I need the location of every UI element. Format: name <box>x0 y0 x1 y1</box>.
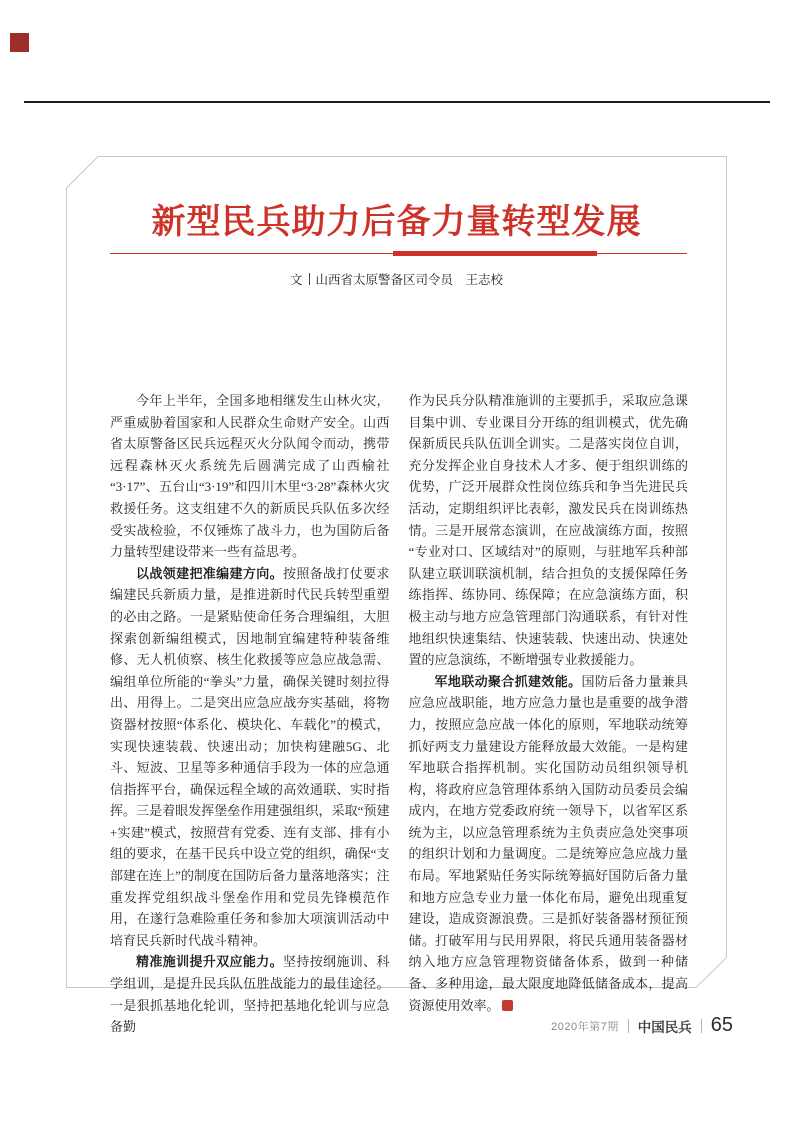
paragraph-text: 今年上半年，全国多地相继发生山林火灾，严重威胁着国家和人民群众生命财产安全。山西省太原警备区民兵远程灭火分队闻令而动，携带远程森林灭火系统先后圆满完成了山西榆社“3·17”、五台山“3·19”和四川木里“3·28”森林火灾救援任务。这支组建不久的新质民兵队伍多次经受实战检验，不仅锤炼了战斗力，也为国防后备力量转型建设带来一些有益思考。 <box>110 393 390 560</box>
paragraph <box>110 563 390 952</box>
footer-divider <box>701 1019 702 1033</box>
paragraph-text: 作为民兵分队精准施训的主要抓手，采取应急课目集中训、专业课目分开练的组训模式，优先确保新质民兵队伍训全训实。二是落实岗位自训，充分发挥企业自身技术人才多、便于组织训练的优势，广泛开展群众性岗位练兵和争当先进民兵活动，定期组织评比表彰，激发民兵在岗训练热情。三是开展常态演训，在应战演练方面，按照“专业对口、区域结对”的原则，与驻地军兵种部队建立联训联演机制，结合担负的支援保障任务练指挥、练协同、练保障；在应急演练方面，积极主动与地方应急管理部门沟通联系，有针对性地组织快速集结、快速装载、快速出动、快速处置的应急演练，不断增强专业救援能力。 <box>408 393 688 668</box>
byline-author: 山西省太原警备区司令员 王志校 <box>315 273 504 287</box>
column-right <box>409 390 689 1038</box>
footer-issue: 2020年第7期 <box>551 1020 619 1033</box>
page-footer <box>551 1014 733 1037</box>
byline-prefix: 文 <box>289 273 303 287</box>
paragraph-lead: 军地联动聚合抓建效能。 <box>434 673 582 689</box>
corner-red-square <box>10 33 29 52</box>
footer-page-number: 65 <box>710 1014 733 1036</box>
paragraph-text: 坚持按纲施训、科学组训，是提升民兵队伍胜战能力的最佳途径。一是狠抓基地化轮训，坚持把基地化轮训与应急备勤 <box>110 954 390 1035</box>
article-end-mark-icon <box>502 1000 513 1011</box>
paragraph <box>110 390 390 563</box>
paragraph <box>409 671 689 1017</box>
footer-divider <box>628 1019 629 1033</box>
paragraph-text: 国防后备力量兼具应急应战职能，地方应急力量也是重要的战争潜力，按照应急应战一体化的原则，军地联动统筹抓好两支力量建设方能释放最大效能。一是构建军地联合指挥机制。实化国防动员组织领导机构，将政府应急管理体系纳入国防动员委员会编成内，在地方党委政府统一领导下，以省军区系统为主，以应急管理系统为主负责应急处突事项的组织计划和力量调度。二是统筹应急应战力量布局。军地紧贴任务实际统筹搞好国防后备力量和地方应急专业力量一体化布局，避免出现重复建设，造成资源浪费。三是抓好装备器材预征预储。打破军用与民用界限，将民兵通用装备器材纳入地方应急管理物资储备体系，做到一种储备、多种用途，最大限度地降低储备成本，提高资源使用效率。 <box>408 673 688 1013</box>
column-left <box>110 390 390 1038</box>
title-underline <box>110 253 687 254</box>
paragraph <box>409 390 689 671</box>
paragraph-lead: 以战领建把准编建方向。 <box>136 565 283 581</box>
paragraph-lead: 精准施训提升双应能力。 <box>136 954 283 970</box>
article-byline <box>66 270 727 288</box>
paragraph-text: 按照备战打仗要求编建民兵新质力量，是推进新时代民兵转型重塑的必由之路。一是紧贴使命任务合理编组，大胆探索创新编组模式，因地制宜编建特种装备维修、无人机侦察、核生化救援等应急应战急需、编组单位所能的“拳头”力量，确保关键时刻拉得出、用得上。二是突出应急应战夯实基础，将物资器材按照“体系化、模块化、车载化”的模式，实现快速装载、快速出动；加快构建融5G、北斗、短波、卫星等多种通信手段为一体的应急通信指挥平台，确保远程全域的高效通联、实时指挥。三是着眼发挥堡垒作用建强组织，采取“预建+实建”模式，按照营有党委、连有支部、排有小组的要求，在基干民兵中设立党的组织，确保“支部建在连上”的制度在国防后备力量落地落实；注重发挥党组织战斗堡垒作用和党员先锋模范作用，在遂行急难险重任务和参加大项演训活动中培育民兵新时代战斗精神。 <box>110 565 390 948</box>
byline-divider <box>309 273 310 285</box>
footer-magazine-title: 中国民兵 <box>637 1019 692 1035</box>
article-columns <box>110 390 688 1038</box>
article-title: 新型民兵助力后备力量转型发展 <box>151 203 642 241</box>
paragraph <box>110 951 390 1037</box>
title-underline-accent <box>393 251 597 256</box>
top-horizontal-rule <box>24 101 770 103</box>
